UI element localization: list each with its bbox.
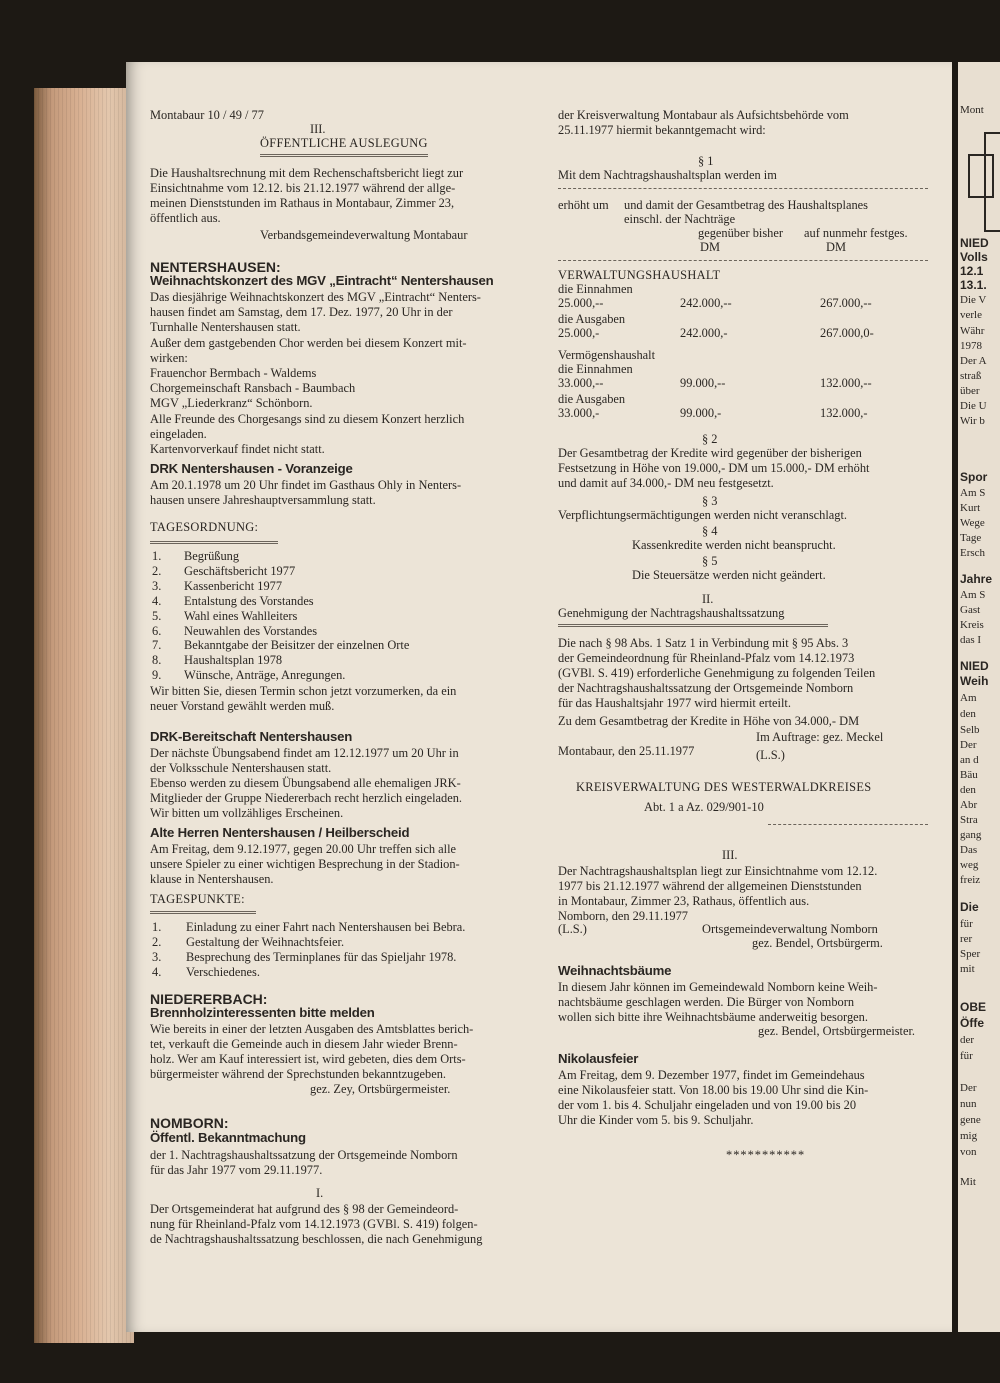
article-heading-drk-preview: DRK Nentershausen - Voranzeige [150,461,353,476]
budget-increase: 33.000,- [558,406,600,420]
text-line: für das Jahr 1977 vom 29.11.1977. [150,1163,323,1177]
adjacent-page-line: weg [960,859,979,871]
left-column [150,108,550,1288]
adjacent-page-line: Mont [960,104,984,116]
text-line: Die nach § 98 Abs. 1 Satz 1 in Verbindung mit § 95 Abs. 3 [558,636,849,650]
adjacent-page-line: Das [960,844,978,856]
table-header-new: auf nunmehr festges. [804,226,908,240]
agenda-underline [150,541,278,544]
text-line: Wie bereits in einer der letzten Ausgaben des Amtsblattes berich- [150,1022,474,1036]
approval-date: Montabaur, den 25.11.1977 [558,744,695,758]
paragraph-3-text: Verpflichtungsermächtigungen werden nicht veranschlagt. [558,508,848,522]
adjacent-page-line: Spor [960,470,988,484]
adjacent-page-line: Der [960,1082,977,1094]
text-line: wirken: [150,350,188,365]
adjacent-page-line: OBE [960,1000,987,1014]
budget-new: 132.000,-- [820,376,872,390]
adjacent-page-line: Der [960,739,977,751]
adjacent-page-line: an d [960,754,979,766]
budget-previous: 242.000,-- [680,296,732,310]
list-item: Einladung zu einer Fahrt nach Nentershausen bei Bebra. [186,920,466,934]
place-heading-nomborn: NOMBORN: [150,1115,229,1131]
text-line: Der Nachtragshaushaltsplan liegt zur Einsichtnahme vom 12.12. [558,864,878,878]
adjacent-page-line: 13.1. [960,278,987,292]
budget-previous: 99.000,- [680,406,722,420]
adjacent-page-line: Bäu [960,769,978,781]
adjacent-page-line: nun [960,1098,977,1110]
table-unit-new: DM [826,240,846,254]
adjacent-page-line: Der A [960,355,987,367]
budget-row-label: die Ausgaben [558,312,626,326]
text-line: Mitglieder der Gruppe Niedererbach recht herzlich eingeladen. [150,791,463,805]
adjacent-page-line: Am S [960,487,986,499]
adjacent-page-line: verle [960,309,982,321]
budget-previous: 242.000,- [680,326,728,340]
budget-row-label: die Einnahmen [558,362,633,376]
text-line: der Kreisverwaltung Montabaur als Aufsichtsbehörde vom [558,108,849,122]
text-line: für das Haushaltsjahr 1977 wird hiermit erteilt. [558,696,791,710]
text-line: Festsetzung in Höhe von 19.000,- DM um 15.000,- DM erhöht [558,461,870,475]
adjacent-page-line: über [960,385,980,397]
budget-new: 267.000,0- [820,326,874,340]
text-line: Ebenso werden zu diesem Übungsabend alle ehemaligen JRK- [150,776,461,790]
table-header-previous: gegenüber bisher [698,226,783,240]
book-page-edge [34,88,134,1343]
authority-rule [768,824,928,825]
text-line: der vom 1. bis 4. Schuljahr eingeladen und von 19.00 bis 20 [558,1098,857,1112]
text-line: eine Nikolausfeier statt. Von 18.00 bis 19.00 Uhr sind die Kin- [558,1083,869,1097]
list-number: 5. [152,608,162,623]
text-line: Wir bitten Sie, diesen Termin schon jetzt vorzumerken, da ein [150,684,457,698]
text-line: meinen Dienststunden im Rathaus in Montabaur, Zimmer 23, [150,196,455,210]
adjacent-page-line: Kurt [960,502,981,514]
text-line: nachtsbäume geschlagen werden. Die Bürger von Nomborn [558,995,855,1009]
list-number: 1. [152,920,162,934]
firewood-signature: gez. Zey, Ortsbürgermeister. [310,1082,451,1096]
text-line: Einsichtnahme vom 12.12. bis 21.12.1977 während der allge- [150,181,456,195]
text-line: de Nachtragshaushaltssatzung beschlossen, die nach Genehmigung [150,1232,483,1246]
text-line: der Volksschule Nentershausen statt. [150,761,332,775]
paragraph-5-number: § 5 [702,554,718,568]
adjacent-page-line: NIED [960,236,989,250]
approval-title: Genehmigung der Nachtragshaushaltssatzung [558,606,785,620]
list-item: Wünsche, Anträge, Anregungen. [184,668,346,683]
text-line: und damit auf 34.000,- DM neu festgesetzt. [558,476,774,490]
text-line: Die Haushaltsrechnung mit dem Rechenschaftsbericht liegt zur [150,166,464,180]
budget-increase: 25.000,- [558,326,600,340]
place-heading-niedererbach: NIEDERERBACH: [150,991,268,1007]
text-line: in Montabaur, Zimmer 23, Rathaus, öffentlich aus. [558,894,810,908]
adjacent-page-line: gang [960,829,982,841]
adjacent-page-line: 12.1 [960,264,984,278]
budget-increase: 25.000,-- [558,296,604,310]
approval-underline [558,624,828,627]
right-column [558,108,944,1288]
seal-mark: (L.S.) [756,748,785,762]
adjacent-page-line: Sper [960,948,981,960]
list-item: Gestaltung der Weihnachtsfeier. [186,935,345,949]
administrative-budget-title: VERWALTUNGSHAUSHALT [558,268,721,282]
adjacent-page-box-2 [984,132,1000,232]
adjacent-page-line: für [960,918,973,930]
adjacent-page-line: das I [960,634,982,646]
adjacent-page-line: Selb [960,724,980,736]
text-line: Kartenvorverkauf findet nicht statt. [150,442,325,456]
text-line: der Gemeindeordnung für Rheinland-Pfalz vom 14.12.1973 [558,651,855,665]
table-header-incl: einschl. der Nachträge [624,212,736,226]
text-line: unsere Spieler zu einer wichtigen Besprechung in der Stadion- [150,857,460,871]
adjacent-page-line: Die [960,900,979,914]
text-line: nung für Rheinland-Pfalz vom 14.12.1973 (GVBl. S. 419) folgen- [150,1217,478,1231]
text-line: Der Gesamtbetrag der Kredite wird gegenüber der bisherigen [558,446,862,460]
text-line: eingeladen. [150,426,207,441]
adjacent-page-line: Weih [960,674,989,688]
list-number: 2. [152,563,162,578]
table-header-total: und damit der Gesamtbetrag des Haushaltsplanes [624,198,868,212]
adjacent-page-line: gene [960,1114,981,1126]
order-signature: Im Auftrage: gez. Meckel [756,730,884,744]
title-underline [260,154,428,157]
section-title: ÖFFENTLICHE AUSLEGUNG [260,136,428,150]
budget-previous: 99.000,-- [680,376,726,390]
table-header-increase: erhöht um [558,198,609,212]
article-heading-firewood: Brennholzinteressenten bitte melden [150,1005,375,1020]
budget-row-label: die Einnahmen [558,282,633,296]
adjacent-page-line: Am [960,692,977,704]
roman-one: I. [316,1186,324,1200]
list-item: Verschiedenes. [186,965,260,979]
paragraph-1-number: § 1 [698,154,714,168]
budget-new: 267.000,-- [820,296,872,310]
list-item: Neuwahlen des Vorstandes [184,623,318,638]
paragraph-1-text: Mit dem Nachtragshaushaltsplan werden im [558,168,777,182]
list-number: 3. [152,950,162,964]
points-underline [150,911,256,914]
article-heading-old-gentlemen: Alte Herren Nentershausen / Heilberscheid [150,825,410,840]
paragraph-5-text: Die Steuersätze werden nicht geändert. [632,568,826,582]
text-line: (GVBl. S. 419) erforderliche Genehmigung zu folgenden Teilen [558,666,876,680]
text-line: neuer Vorstand gewählt werden muß. [150,699,335,713]
adjacent-page-line: für [960,1050,973,1062]
authority-name: KREISVERWALTUNG DES WESTERWALDKREISES [576,780,872,794]
text-line: hausen unsere Jahreshauptversammlung statt. [150,493,376,507]
adjacent-page-line: Öffe [960,1016,984,1030]
text-line: Frauenchor Bermbach - Waldems [150,366,317,380]
adjacent-page-line: Volls [960,250,988,264]
capital-budget-title: Vermögenshaushalt [558,348,656,362]
text-line: Am Freitag, dem 9. Dezember 1977, findet im Gemeindehaus [558,1068,865,1082]
adjacent-page-line: Jahre [960,572,993,586]
adjacent-page-line: Am S [960,589,986,601]
adjacent-page-line: Wege [960,517,985,529]
adjacent-page-line: freiz [960,874,981,886]
paragraph-4-text: Kassenkredite werden nicht beansprucht. [632,538,836,552]
text-line: der Nachtragshaushaltssatzung der Ortsgemeinde Nomborn [558,681,854,695]
list-item: Kassenbericht 1977 [184,578,283,593]
text-line: wollen sich bitte ihre Weihnachtsbäume anderweitig besorgen. [558,1010,868,1024]
list-item: Wahl eines Wahlleiters [184,608,298,623]
text-line: der 1. Nachtragshaushaltssatzung der Ortsgemeinde Nomborn [150,1148,458,1162]
article-heading-christmas-trees: Weihnachtsbäume [558,963,672,978]
adjacent-page-line: Die U [960,400,987,412]
text-line: Wir bitten um vollzähliges Erscheinen. [150,806,344,820]
text-line: bürgermeister während der Sprechstunden bekanntzugeben. [150,1067,447,1081]
end-marker: *********** [726,1148,806,1162]
adjacent-page-line: Gast [960,604,981,616]
list-number: 6. [152,623,162,638]
text-line: Am Freitag, dem 9.12.1977, gegen 20.00 Uhr treffen sich alle [150,842,457,856]
text-line: öffentlich aus. [150,211,221,225]
list-item: Entalstung des Vorstandes [184,593,314,608]
list-item: Haushaltsplan 1978 [184,653,283,668]
list-item: Begrüßung [184,549,240,563]
budget-row-label: die Ausgaben [558,392,626,406]
document-page [126,62,952,1332]
text-line: In diesem Jahr können im Gemeindewald Nomborn keine Weih- [558,980,878,994]
roman-two: II. [702,592,714,606]
list-item: Besprechung des Terminplanes für das Spieljahr 1978. [186,950,457,964]
text-line: Chorgemeinschaft Ransbach - Baumbach [150,381,356,396]
mayor-signature: gez. Bendel, Ortsbürgerm. [752,936,883,950]
adjacent-page-line: Währ [960,325,985,337]
budget-increase: 33.000,-- [558,376,604,390]
text-line: Am 20.1.1978 um 20 Uhr findet im Gasthaus Ohly in Nenters- [150,478,462,492]
text-line: klause in Nentershausen. [150,872,274,886]
roman-three: III. [722,848,738,862]
adjacent-page-line: Mit [960,1176,976,1188]
list-number: 4. [152,965,162,979]
list-item: Bekanntgabe der Beisitzer der einzelnen Orte [184,638,410,653]
seal-mark-2: (L.S.) [558,922,587,936]
text-line: Alle Freunde des Chorgesangs sind zu diesem Konzert herzlich [150,411,465,426]
table-rule-middle [558,260,928,261]
adjacent-page-line: von [960,1146,977,1158]
adjacent-page-line: Tage [960,532,982,544]
adjacent-page-line: der [960,1034,975,1046]
document-reference: Montabaur 10 / 49 / 77 [150,108,264,122]
article-heading-drk-readiness: DRK-Bereitschaft Nentershausen [150,729,353,744]
article-heading-christmas-concert: Weihnachtskonzert des MGV „Eintracht“ Nentershausen [150,273,494,288]
points-title: TAGESPUNKTE: [150,892,245,906]
adjacent-page-line: Stra [960,814,978,826]
list-number: 9. [152,668,162,683]
authority-reference: Abt. 1 a Az. 029/901-10 [644,800,764,814]
adjacent-page-line: den [960,708,976,720]
list-number: 4. [152,593,162,608]
adjacent-page-line: den [960,784,976,796]
list-number: 1. [152,549,162,563]
adjacent-page-line: Kreis [960,619,984,631]
adjacent-page-line: straß [960,370,982,382]
text-line: Außer dem gastgebenden Chor werden bei diesem Konzert mit- [150,335,467,350]
list-number: 2. [152,935,162,949]
paragraph-4-number: § 4 [702,524,718,538]
credit-line: Zu dem Gesamtbetrag der Kredite in Höhe von 34.000,- DM [558,714,860,728]
text-line: hausen findet am Samstag, dem 17. Dez. 1977, 20 Uhr in der [150,305,453,320]
text-line: holz. Wer am Kauf interessiert ist, wird gebeten, dies dem Orts- [150,1052,466,1066]
text-line: Turnhalle Nentershausen statt. [150,320,301,335]
adjacent-page-line: Die V [960,294,987,306]
text-line: Uhr die Kinder vom 5. bis 9. Schuljahr. [558,1113,754,1127]
text-line: 25.11.1977 hiermit bekanntgemacht wird: [558,123,766,137]
list-number: 7. [152,638,162,653]
text-line: Der nächste Übungsabend findet am 12.12.1977 um 20 Uhr in [150,746,459,760]
list-number: 8. [152,653,162,668]
section-number: III. [310,122,326,136]
notice-signature: Verbandsgemeindeverwaltung Montabaur [260,228,468,242]
adjacent-page-line: NIED [960,659,989,673]
christmas-trees-signature: gez. Bendel, Ortsbürgermeister. [758,1024,916,1038]
text-line: Der Ortsgemeinderat hat aufgrund des § 98 der Gemeindeord- [150,1202,459,1216]
text-line: MGV „Liederkranz“ Schönborn. [150,396,313,411]
article-heading-nikolaus: Nikolausfeier [558,1051,639,1066]
list-number: 3. [152,578,162,593]
paragraph-3-number: § 3 [702,494,718,508]
place-heading-nentershausen: NENTERSHAUSEN: [150,259,281,275]
paragraph-2-number: § 2 [702,432,718,446]
adjacent-page-line: mit [960,963,975,975]
adjacent-page-line: mig [960,1130,978,1142]
agenda-title: TAGESORDNUNG: [150,520,259,534]
adjacent-page-line: rer [960,933,973,945]
text-line: 1977 bis 21.12.1977 während der allgemeinen Dienststunden [558,879,862,893]
text-line: Das diesjährige Weihnachtskonzert des MGV „Eintracht“ Nenters- [150,290,481,304]
text-line: Nomborn, den 29.11.1977 [558,909,688,923]
budget-new: 132.000,- [820,406,868,420]
adjacent-page-line: Ersch [960,547,986,559]
list-item: Geschäftsbericht 1977 [184,563,296,578]
article-heading-public-notice: Öffentl. Bekanntmachung [150,1130,306,1145]
adjacent-page-line: 1978 [960,340,982,352]
table-unit-previous: DM [700,240,720,254]
adjacent-page [958,62,1000,1332]
municipality-signature: Ortsgemeindeverwaltung Nomborn [702,922,878,936]
adjacent-page-line: Abr [960,799,978,811]
table-rule-top [558,188,928,189]
adjacent-page-line: Wir b [960,415,985,427]
text-line: tet, verkauft die Gemeinde auch in diesem Jahr wieder Brenn- [150,1037,458,1051]
